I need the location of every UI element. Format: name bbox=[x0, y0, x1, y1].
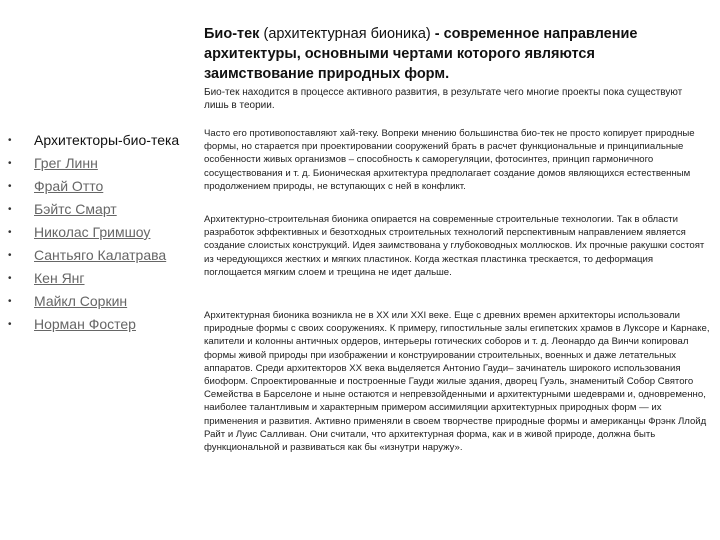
paragraph-text: Архитектурно-строительная бионика опирается на современные строительные технологии. Так в области разработок эффективных и безотходных строительных технологий перспективным направлением является создание слоистых конструкций. Идея заимствована у глубоководных моллюсков. Их прочные ракушки состоят из чередующихся жестких и мягких пластинок. Когда жесткая пластинка трескается, то деформация поглощается мягким слоем и трещина не идет дальше. bbox=[204, 214, 705, 278]
list-item bbox=[8, 246, 188, 265]
bullet-icon: • bbox=[8, 273, 12, 284]
list-item bbox=[8, 223, 188, 242]
list-item bbox=[8, 315, 188, 334]
bullet-icon: • bbox=[8, 135, 12, 146]
title-rest: - современное направление архитектуры, основными чертами которого являются заимствование природных форм. bbox=[204, 26, 638, 82]
list-item bbox=[8, 131, 188, 150]
list-item bbox=[8, 177, 188, 196]
architects-list bbox=[8, 131, 188, 338]
architect-link[interactable]: Норман Фостер bbox=[34, 316, 136, 332]
bullet-icon: • bbox=[8, 319, 12, 330]
paragraph-history bbox=[204, 309, 712, 454]
bullet-icon: • bbox=[8, 227, 12, 238]
paragraph-text: Часто его противопоставляют хай-теку. Вопреки мнению большинства био-тек не просто копирует природные формы, но старается при проектировании сооружений брать в расчет функциональные и принципиальные особенности живых организмов – способность к саморегуляции, фотосинтез, принцип гармоничного сосуществования и т. д. Бионическая архитектура предполагает создание домов являющихся естественным продолжением природы, не вступающих с ней в конфликт. bbox=[204, 128, 695, 192]
architect-link[interactable]: Сантьяго Калатрава bbox=[34, 247, 167, 263]
list-item bbox=[8, 154, 188, 173]
bullet-icon: • bbox=[8, 181, 12, 192]
list-item bbox=[8, 200, 188, 219]
architect-link[interactable]: Николас Гримшоу bbox=[34, 224, 151, 240]
paragraph-construction bbox=[204, 213, 712, 279]
bullet-icon: • bbox=[8, 250, 12, 261]
title-parenthetical: (архитектурная бионика) bbox=[263, 26, 431, 42]
list-item bbox=[8, 269, 188, 288]
architects-heading: Архитекторы-био-тека bbox=[34, 132, 180, 148]
architect-link[interactable]: Кен Янг bbox=[34, 270, 85, 286]
architect-link[interactable]: Грег Линн bbox=[34, 155, 98, 171]
architect-link[interactable]: Майкл Соркин bbox=[34, 293, 128, 309]
list-item bbox=[8, 292, 188, 311]
paragraph-hightech bbox=[204, 127, 712, 193]
architect-link[interactable]: Фрай Отто bbox=[34, 178, 104, 194]
intro-text: Био-тек находится в процессе активного развития, в результате чего многие проекты пока существуют лишь в теории. bbox=[204, 87, 683, 111]
page-title bbox=[204, 24, 704, 84]
architect-link[interactable]: Бэйтс Смарт bbox=[34, 201, 117, 217]
paragraph-text: Архитектурная бионика возникла не в XX или XXI веке. Еще с древних времен архитекторы использовали природные формы с своих сооружениях. К примеру, гипостильные залы египетских храмов в Луксоре и Карнаке, капители и колонны античных ордеров, интерьеры готических соборов и т. д. Леонардо да Винчи копировал формы живой природы при изображении и конструировании строительных, военных и даже летательных аппаратов. Среди архитекторов XX века выделяется Антонио Гауди– зачинатель широкого использования биоформ. Спроектированные и построенные Гауди жилые здания, дворец Гуэль, знаменитый Собор Святого Семейства в Барселоне и ныне остаются и непревзойденными и архитектурными шедеврами и, одновременно, наиболее талантливым и характерным примером ассимиляции архитектурных природных форм — их применения и развития. Активно применяли в своем творчестве природные формы и американцы Фрэнк Ллойд Райт и Луис Салливан. Они считали, что архитектурная форма, как и в живой природе, должна быть функциональной и развиваться как бы «изнутри наружу». bbox=[204, 310, 710, 454]
bullet-icon: • bbox=[8, 204, 12, 215]
bullet-icon: • bbox=[8, 296, 12, 307]
bullet-icon: • bbox=[8, 158, 12, 169]
title-term: Био-тек bbox=[204, 26, 260, 42]
